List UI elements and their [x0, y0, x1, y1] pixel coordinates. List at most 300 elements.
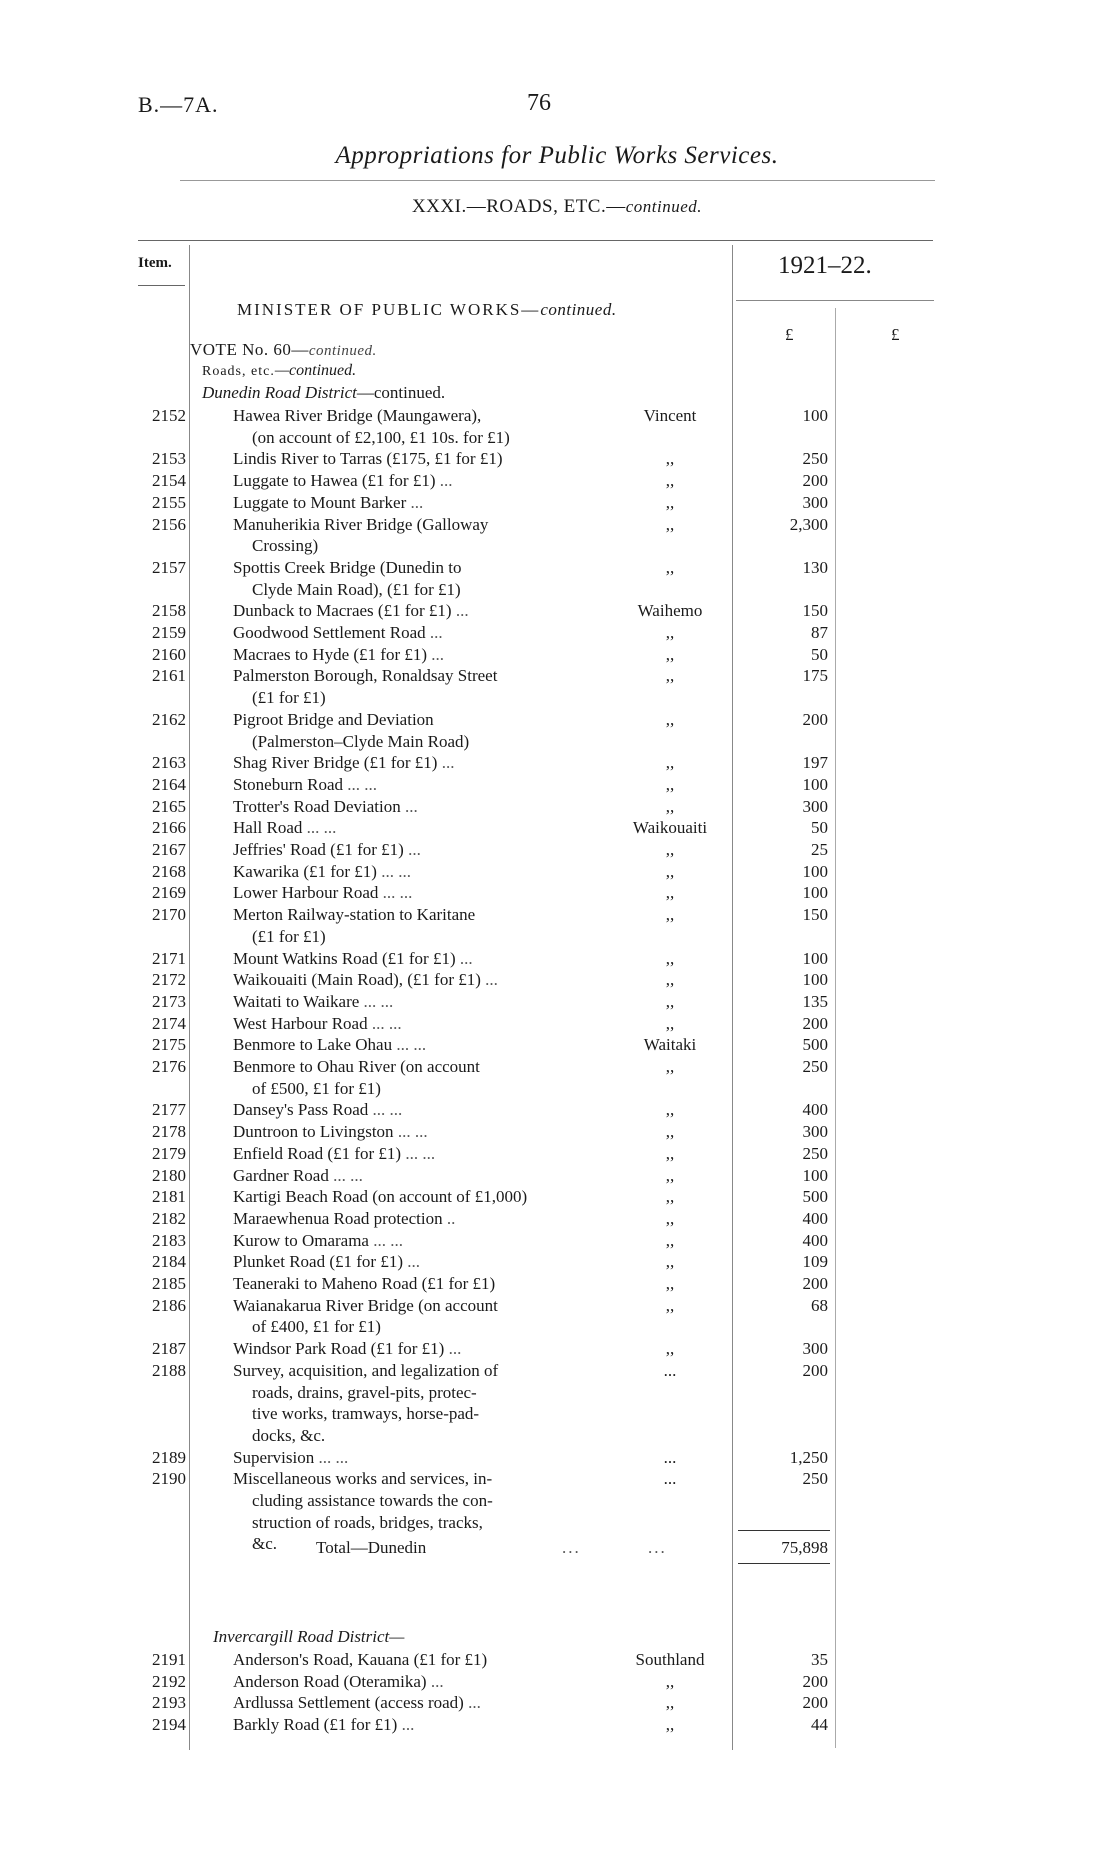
leader-dots: ... [441, 753, 455, 773]
item-description-continuation: Crossing) [252, 536, 319, 556]
table-row [0, 1230, 1114, 1251]
table-row [0, 969, 1114, 990]
item-district: ,, [665, 1339, 675, 1359]
item-description-text: Dansey's Pass Road [233, 1100, 369, 1120]
item-number: 2152 [152, 406, 186, 425]
item-number: 2173 [152, 991, 186, 1011]
item-description-text: Jeffries' Road (£1 for £1) [233, 840, 404, 859]
district-continued: —continued. [356, 383, 446, 402]
total-dots: ... [562, 1538, 581, 1557]
item-number: 2194 [152, 1715, 186, 1735]
item-district: ,, [665, 1671, 675, 1691]
item-description [233, 622, 443, 643]
table-row [0, 752, 1114, 773]
item-district: ,, [665, 970, 675, 990]
item-description-text: Teaneraki to Maheno Road (£1 for £1) [233, 1274, 496, 1293]
item-number: 2188 [152, 1360, 186, 1380]
item-district: Vincent [643, 406, 697, 425]
table-row [0, 861, 1114, 882]
item-description-text: Kurow to Omarama [233, 1230, 369, 1250]
item-amount: 200 [802, 1671, 828, 1691]
item-description-text: West Harbour Road [233, 1013, 368, 1033]
item-number: 2156 [152, 514, 186, 534]
item-description-continuation: tive works, tramways, horse-pad- [252, 1404, 480, 1424]
table-row [0, 839, 1114, 860]
table-row [0, 1714, 1114, 1735]
title-rule [180, 180, 935, 181]
item-amount: 250 [802, 1143, 828, 1163]
table-row [0, 514, 1114, 535]
item-amount: 200 [802, 1013, 828, 1033]
item-number: 2186 [152, 1295, 186, 1315]
item-amount: 250 [802, 449, 828, 469]
item-description-text: Ardlussa Settlement (access road) [233, 1693, 464, 1713]
item-amount: 197 [802, 753, 828, 773]
section-continued: continued. [625, 197, 703, 216]
item-amount: 250 [802, 1057, 828, 1076]
item-amount: 300 [802, 492, 828, 512]
leader-dots: ... [485, 970, 498, 990]
vote-continued: continued. [308, 343, 377, 359]
district-name: Dunedin Road District [202, 383, 357, 402]
item-description-text: Kartigi Beach Road (on account of £1,000) [233, 1187, 528, 1207]
item-amount: 500 [802, 1187, 828, 1207]
leader-dots: ... [468, 1693, 481, 1713]
table-row [0, 1165, 1114, 1186]
leader-dots: ... [401, 1715, 415, 1735]
table-row [0, 1186, 1114, 1207]
leader-dots: ... ... [363, 991, 394, 1011]
item-description [233, 1013, 402, 1034]
item-description-text: Supervision [233, 1447, 315, 1467]
leader-dots: ... [429, 623, 443, 642]
table-row [0, 1692, 1114, 1713]
item-district: Waitaki [643, 1035, 697, 1055]
table-row [0, 557, 1114, 578]
table-row [0, 1295, 1114, 1316]
table-row [0, 665, 1114, 686]
item-amount: 200 [802, 471, 828, 491]
item-description [233, 665, 497, 686]
item-description-continuation: of £500, £1 for £1) [252, 1078, 381, 1098]
item-description [233, 1208, 455, 1229]
item-description-text: Palmerston Borough, Ronaldsay Street [233, 666, 498, 686]
item-number: 2193 [152, 1693, 186, 1713]
item-description-text: Plunket Road (£1 for £1) [233, 1252, 403, 1272]
item-description [233, 1121, 428, 1142]
item-description [233, 796, 418, 817]
item-description-text: Goodwood Settlement Road [233, 623, 426, 642]
item-number: 2179 [152, 1143, 186, 1163]
item-description-text: Barkly Road (£1 for £1) [233, 1715, 398, 1735]
item-number: 2170 [152, 905, 186, 925]
item-number: 2160 [152, 644, 186, 664]
item-district: ,, [665, 449, 675, 469]
table-row [0, 709, 1114, 730]
item-description [233, 839, 421, 860]
item-description [233, 882, 412, 903]
table-row [0, 1273, 1114, 1294]
table-row [0, 492, 1114, 513]
item-district: ... [663, 1447, 677, 1467]
item-number: 2168 [152, 861, 186, 881]
item-number: 2164 [152, 774, 186, 794]
item-description-text: Macraes to Hyde (£1 for £1) [233, 644, 428, 664]
item-description-text: Benmore to Ohau River (on account [233, 1057, 480, 1076]
table-row [0, 1251, 1114, 1272]
item-description [233, 1338, 461, 1359]
item-description-text: Enfield Road (£1 for £1) [233, 1143, 402, 1163]
item-description-text: Lower Harbour Road [233, 883, 379, 903]
table-row [0, 1143, 1114, 1164]
item-description-text: Windsor Park Road (£1 for £1) [233, 1339, 445, 1359]
leader-dots: ... [410, 492, 424, 512]
item-district: ,, [665, 514, 675, 534]
item-amount: 500 [802, 1035, 828, 1055]
minister-heading [237, 300, 617, 320]
item-district: Waikouaiti [632, 818, 708, 838]
item-description-continuation: (Palmerston–Clyde Main Road) [252, 731, 470, 751]
table-top-rule [138, 240, 933, 241]
table-row [0, 1013, 1114, 1034]
leader-dots: ... ... [372, 1100, 403, 1120]
item-description [233, 1714, 414, 1735]
item-amount: 100 [802, 883, 828, 903]
item-amount: 200 [802, 1274, 828, 1293]
item-district: ,, [665, 1274, 675, 1293]
item-amount: 130 [802, 557, 828, 577]
table-row [0, 600, 1114, 621]
item-description [233, 861, 411, 882]
item-amount: 400 [802, 1230, 828, 1250]
item-description-text: Luggate to Hawea (£1 for £1) [233, 471, 436, 491]
item-amount: 68 [811, 1295, 828, 1315]
item-number: 2176 [152, 1057, 186, 1076]
item-description [233, 1468, 492, 1489]
leader-dots: ... [408, 840, 421, 859]
item-description-text: Stoneburn Road [233, 774, 344, 794]
item-description-text: Lindis River to Tarras (£175, £1 for £1) [233, 449, 503, 469]
item-amount: 100 [802, 861, 828, 881]
item-description-continuation: struction of roads, bridges, tracks, [252, 1512, 483, 1532]
item-district: ,, [665, 861, 675, 881]
leader-dots: ... ... [373, 1230, 403, 1250]
item-number: 2175 [152, 1035, 186, 1055]
item-number: 2184 [152, 1252, 186, 1272]
item-description-text: Duntroon to Livingston [233, 1122, 394, 1142]
item-number: 2181 [152, 1187, 186, 1207]
item-description [233, 1143, 435, 1164]
total-amount: 75,898 [781, 1538, 828, 1557]
vote-heading [190, 340, 377, 360]
leader-dots: ... ... [397, 1122, 428, 1142]
item-amount: 50 [811, 644, 828, 664]
item-number: 2183 [152, 1230, 186, 1250]
item-description [233, 1692, 481, 1713]
leader-dots: ... [455, 601, 469, 621]
item-description-continuation: docks, &c. [252, 1425, 326, 1445]
item-description-continuation: of £400, £1 for £1) [252, 1317, 381, 1337]
item-description-text: Kawarika (£1 for £1) [233, 861, 377, 881]
item-description-text: Benmore to Lake Ohau [233, 1035, 393, 1055]
table-row [0, 405, 1114, 426]
table-row [0, 644, 1114, 665]
item-description [233, 991, 393, 1012]
item-description-text: Mount Watkins Road (£1 for £1) [233, 948, 456, 968]
item-description [233, 1186, 527, 1207]
total-label: Total—Dunedin [316, 1538, 427, 1557]
item-district: ,, [665, 1230, 675, 1250]
item-district: ... [663, 1469, 677, 1489]
item-district: ,, [665, 1693, 675, 1713]
item-amount: 44 [811, 1715, 828, 1735]
item-description-continuation: (£1 for £1) [252, 926, 326, 946]
item-amount: 400 [802, 1100, 828, 1120]
item-description [233, 1360, 498, 1381]
item-number: 2187 [152, 1339, 186, 1359]
leader-dots: ... ... [347, 774, 378, 794]
item-district: ,, [665, 1715, 675, 1735]
item-description [233, 644, 444, 665]
item-description [233, 600, 469, 621]
item-description-text: Shag River Bridge (£1 for £1) [233, 753, 438, 773]
item-district: ,, [665, 1100, 675, 1120]
roads-continued: —continued. [274, 362, 357, 379]
table-row [0, 1360, 1114, 1381]
page-number: 76 [527, 90, 551, 116]
total-bottom-rule [738, 1563, 830, 1564]
item-amount: 1,250 [789, 1447, 828, 1467]
item-district: ,, [665, 905, 675, 925]
leader-dots: ... [459, 948, 473, 968]
item-description-text: Hawea River Bridge (Maungawera), [233, 406, 482, 425]
item-description-text: Gardner Road [233, 1165, 329, 1185]
leader-dots: ... ... [405, 1143, 436, 1163]
item-number: 2165 [152, 796, 186, 816]
item-description [233, 1671, 444, 1692]
item-district: Southland [635, 1650, 705, 1669]
item-description-text: Waianakarua River Bridge (on account [233, 1295, 498, 1315]
item-district: ,, [665, 1013, 675, 1033]
item-amount: 300 [802, 1339, 828, 1359]
item-description-text: Hall Road [233, 818, 303, 838]
item-description-text: Trotter's Road Deviation [233, 796, 401, 816]
item-district: ,, [665, 1165, 675, 1185]
item-description-text: Miscellaneous works and services, in- [233, 1469, 493, 1489]
currency-symbol-1: £ [785, 325, 794, 344]
item-district: ,, [665, 1187, 675, 1207]
item-description-text: Spottis Creek Bridge (Dunedin to [233, 557, 462, 577]
item-amount: 100 [802, 774, 828, 794]
item-district: ,, [665, 492, 675, 512]
leader-dots: ... [430, 1671, 444, 1691]
leader-dots: ... ... [333, 1165, 363, 1185]
item-description-continuation: (£1 for £1) [252, 688, 326, 708]
total-top-rule [738, 1530, 830, 1531]
item-amount: 200 [802, 1360, 828, 1380]
table-row [0, 774, 1114, 795]
table-row [0, 1447, 1114, 1468]
item-amount: 100 [802, 948, 828, 968]
item-description-text: Waikouaiti (Main Road), (£1 for £1) [233, 970, 481, 990]
item-column-label: Item. [138, 255, 172, 271]
item-district: ,, [665, 1252, 675, 1272]
item-description-text: Dunback to Macraes (£1 for £1) [233, 601, 452, 621]
item-number: 2162 [152, 709, 186, 729]
item-description [233, 1165, 363, 1186]
item-description [233, 1273, 495, 1294]
leader-dots: ... [407, 1252, 420, 1272]
item-description-continuation: Clyde Main Road), (£1 for £1) [252, 579, 461, 599]
item-number: 2174 [152, 1013, 186, 1033]
item-amount: 109 [802, 1252, 828, 1272]
item-amount: 250 [802, 1469, 828, 1489]
item-description [233, 904, 475, 925]
item-district: ,, [665, 774, 675, 794]
table-row [0, 904, 1114, 925]
item-number: 2190 [152, 1469, 186, 1489]
item-number: 2191 [152, 1650, 186, 1669]
item-amount: 300 [802, 1122, 828, 1142]
leader-dots: ... ... [371, 1013, 402, 1033]
item-district: ,, [665, 471, 675, 491]
item-number: 2163 [152, 753, 186, 773]
item-district: ,, [665, 1208, 675, 1228]
currency-symbol-2: £ [891, 325, 900, 344]
section-title: XXXI.—ROADS, ETC.— [411, 196, 626, 217]
item-number: 2172 [152, 970, 186, 990]
item-amount: 300 [802, 796, 828, 816]
item-amount: 200 [802, 709, 828, 729]
leader-dots: ... ... [318, 1447, 349, 1467]
leader-dots: ... [431, 644, 445, 664]
item-description [233, 1649, 487, 1670]
table-row [0, 948, 1114, 969]
item-description-continuation: &c. [252, 1534, 278, 1554]
item-description [233, 1447, 348, 1468]
item-description [233, 1251, 420, 1272]
leader-dots: ... ... [396, 1035, 427, 1055]
item-description-text: Survey, acquisition, and legalization of [233, 1360, 499, 1380]
table-row [0, 1671, 1114, 1692]
item-number: 2157 [152, 557, 186, 577]
item-number: 2154 [152, 471, 186, 491]
item-description-continuation: (on account of £2,100, £1 10s. for £1) [252, 427, 510, 447]
leader-dots: ... [448, 1339, 462, 1359]
item-description-text: Luggate to Mount Barker [233, 492, 407, 512]
item-amount: 87 [811, 623, 828, 642]
document-code: B.—7A. [138, 92, 219, 117]
roads-subheading [202, 362, 356, 380]
item-district: ,, [665, 557, 675, 577]
item-district: ,, [665, 796, 675, 816]
page-title: Appropriations for Public Works Services. [335, 142, 779, 169]
item-number: 2155 [152, 492, 186, 512]
item-description-text: Anderson's Road, Kauana (£1 for £1) [233, 1650, 488, 1669]
item-number: 2169 [152, 883, 186, 903]
item-district: ,, [665, 753, 675, 773]
item-description [233, 514, 488, 535]
item-description [233, 1056, 480, 1077]
item-number: 2177 [152, 1100, 186, 1120]
table-row [0, 1056, 1114, 1077]
table-row [0, 1468, 1114, 1489]
item-amount: 150 [802, 601, 828, 621]
item-description [233, 470, 453, 491]
item-number: 2192 [152, 1671, 186, 1691]
item-amount: 135 [802, 991, 828, 1011]
invercargill-heading: Invercargill Road District— [213, 1627, 405, 1646]
item-number: 2159 [152, 623, 186, 642]
minister-title: MINISTER OF PUBLIC WORKS— [237, 300, 541, 319]
item-district: ,, [665, 1122, 675, 1142]
item-district: ,, [665, 666, 675, 686]
item-number: 2180 [152, 1165, 186, 1185]
table-row [0, 817, 1114, 838]
table-row [0, 882, 1114, 903]
table-row [0, 1034, 1114, 1055]
item-district: ,, [665, 1057, 675, 1076]
item-description-text: Merton Railway-station to Karitane [233, 905, 476, 925]
table-row [0, 1338, 1114, 1359]
item-district: ,, [665, 840, 675, 859]
item-district: ,, [665, 948, 675, 968]
table-row [0, 1649, 1114, 1670]
table-row [0, 448, 1114, 469]
item-district: ,, [665, 644, 675, 664]
section-heading [0, 196, 1114, 218]
item-amount: 100 [802, 406, 828, 425]
item-district: ,, [665, 883, 675, 903]
item-description-text: Manuherikia River Bridge (Galloway [233, 514, 489, 534]
item-description [233, 1230, 403, 1251]
leader-dots: ... [404, 796, 418, 816]
item-description [233, 774, 377, 795]
district-subheading [202, 383, 445, 403]
item-district: ,, [665, 709, 675, 729]
item-description-text: Waitati to Waikare [233, 991, 360, 1011]
item-district: ,, [665, 623, 675, 642]
item-amount: 100 [802, 1165, 828, 1185]
total-dots-2: ... [648, 1538, 667, 1557]
vote-title: VOTE No. 60— [190, 340, 309, 359]
year-column-label: 1921–22. [778, 252, 872, 279]
item-description-text: Pigroot Bridge and Deviation [233, 709, 434, 729]
item-district: ,, [665, 991, 675, 1011]
item-district: ,, [665, 1295, 675, 1315]
year-header-rule [736, 300, 934, 301]
item-number: 2189 [152, 1447, 186, 1467]
leader-dots: ... ... [382, 883, 413, 903]
item-description [233, 1295, 498, 1316]
item-number: 2185 [152, 1274, 186, 1293]
item-description [233, 1034, 426, 1055]
item-number: 2171 [152, 948, 186, 968]
item-number: 2167 [152, 840, 186, 859]
item-number: 2166 [152, 818, 186, 838]
item-district: ,, [665, 1143, 675, 1163]
item-description [233, 752, 454, 773]
table-row [0, 1121, 1114, 1142]
item-header-rule [138, 285, 185, 286]
item-description [233, 817, 336, 838]
item-description [233, 948, 473, 969]
table-row [0, 622, 1114, 643]
item-amount: 100 [802, 970, 828, 990]
item-number: 2178 [152, 1122, 186, 1142]
item-amount: 175 [802, 666, 828, 686]
item-amount: 35 [811, 1650, 828, 1669]
